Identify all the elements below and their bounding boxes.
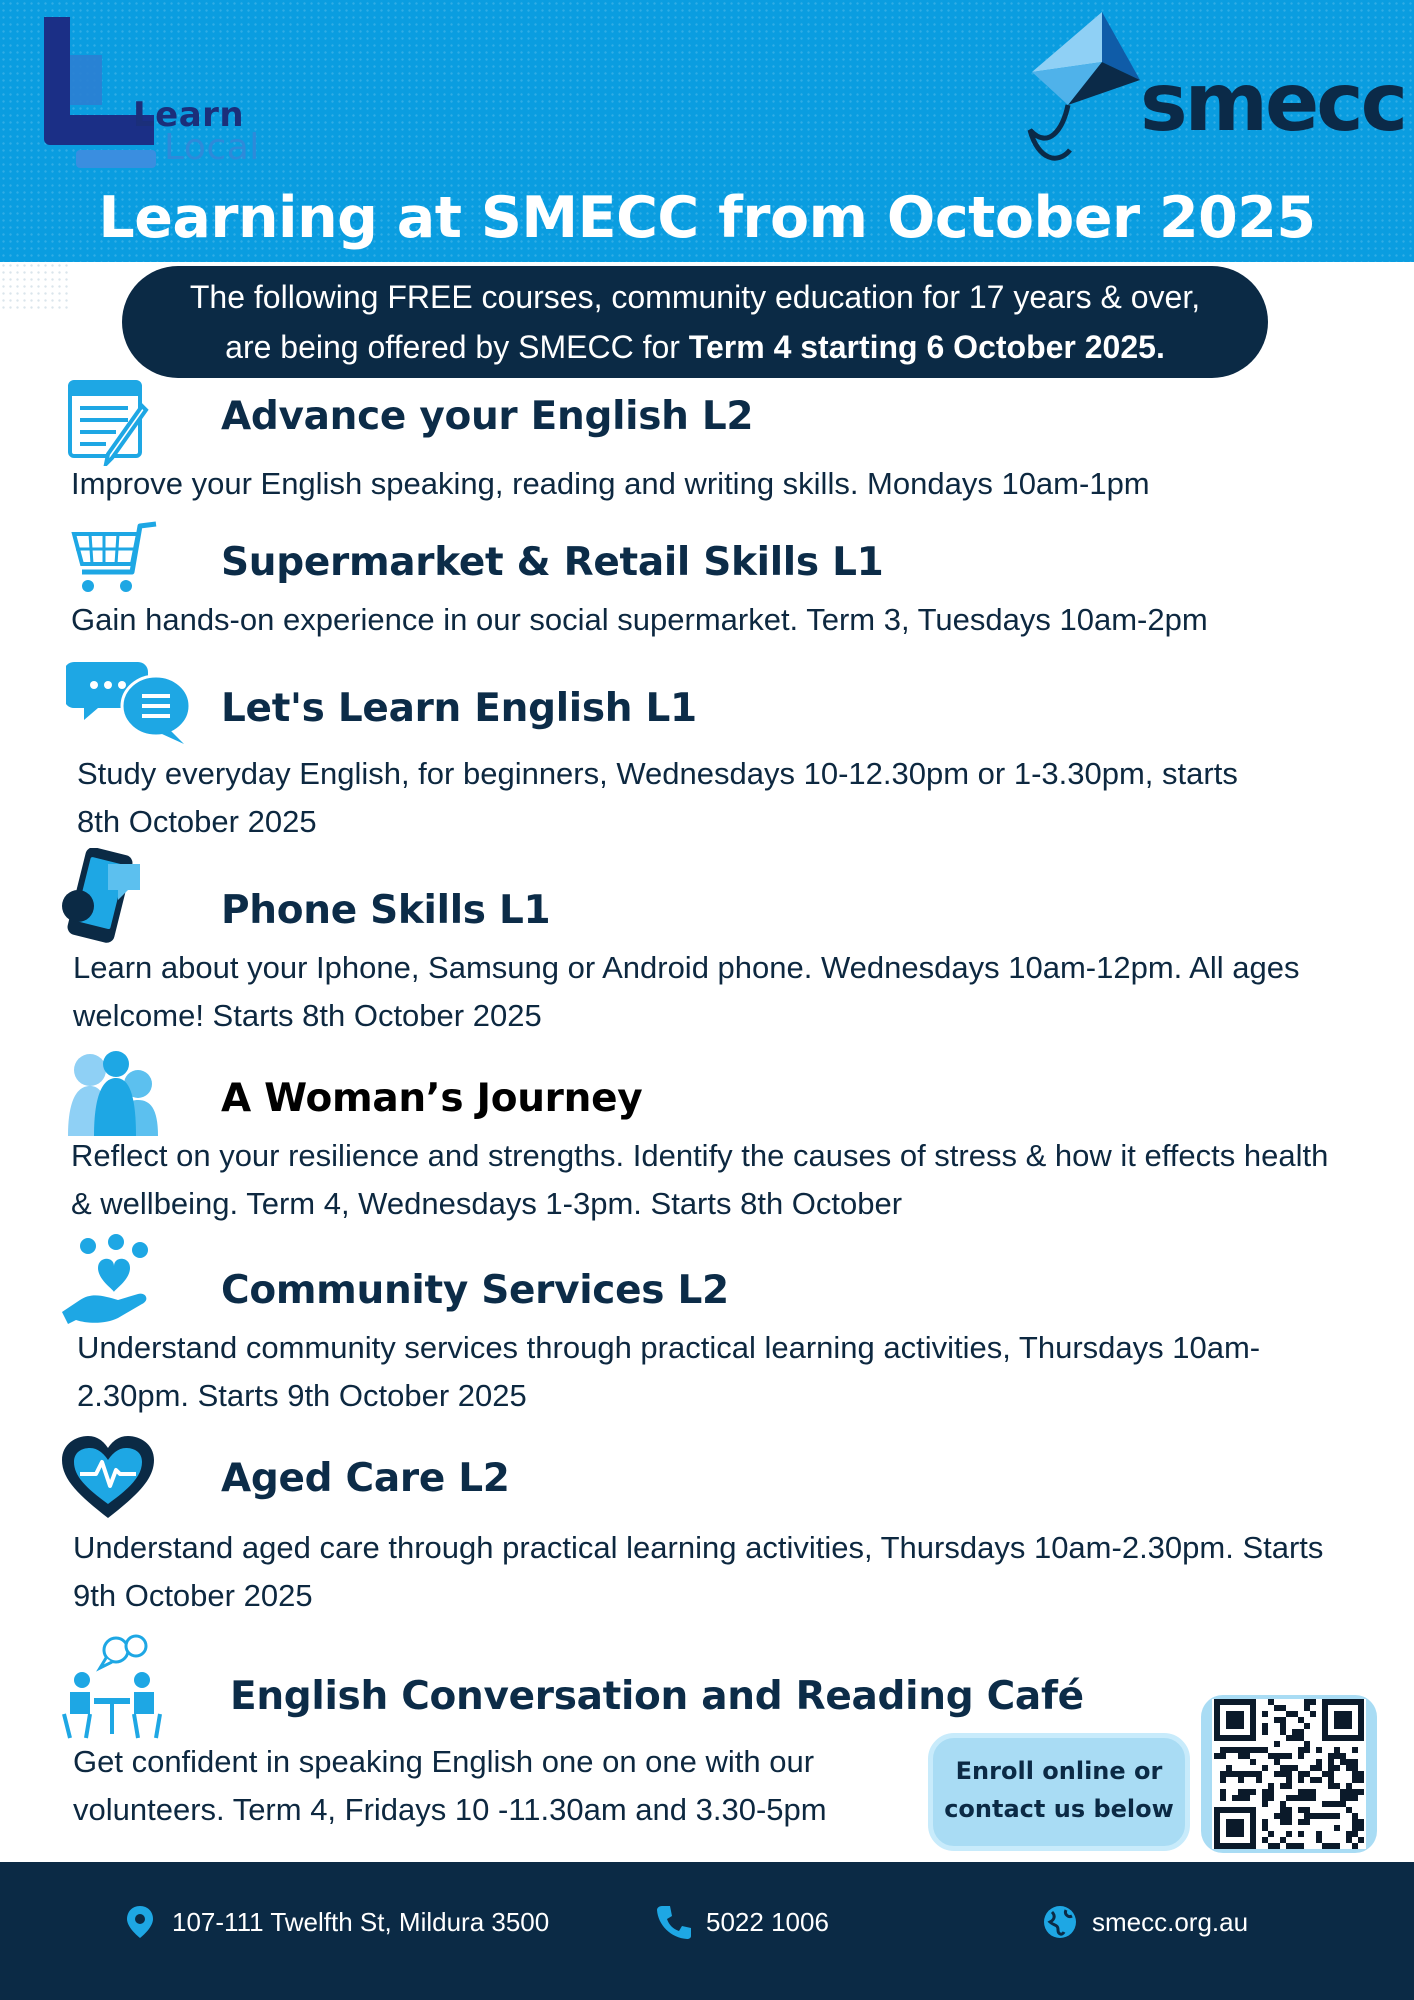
intro-term-highlight: Term 4 starting 6 October 2025. bbox=[688, 329, 1165, 365]
course-title: Advance your English L2 bbox=[221, 394, 754, 439]
community-care-hand-icon bbox=[58, 1234, 158, 1331]
intro-banner bbox=[122, 266, 1268, 378]
course-title: Community Services L2 bbox=[221, 1268, 729, 1313]
chat-bubbles-icon bbox=[66, 658, 192, 751]
footer-phone[interactable] bbox=[656, 1902, 829, 1942]
enroll-callout[interactable] bbox=[928, 1733, 1190, 1851]
phone-icon bbox=[656, 1904, 692, 1940]
course-description: Get confident in speaking English one on one with our volunteers. Term 4, Fridays 10 -11.30am and 3.30-5pm bbox=[73, 1744, 827, 1827]
smartphone-icon bbox=[60, 848, 146, 949]
qr-code-icon bbox=[1211, 1699, 1367, 1849]
document-pencil-icon bbox=[66, 376, 156, 471]
course-description: Study everyday English, for beginners, Wednesdays 10-12.30pm or 1-3.30pm, starts 8th October 2025 bbox=[77, 756, 1238, 839]
course-description: Learn about your Iphone, Samsung or Android phone. Wednesdays 10am-12pm. All ages welcome! Starts 8th October 2025 bbox=[73, 950, 1300, 1033]
page-title: Learning at SMECC from October 2025 bbox=[98, 185, 1316, 251]
learn-word: Learn bbox=[133, 95, 245, 135]
course-title: Aged Care L2 bbox=[221, 1456, 510, 1501]
footer-contact-bar bbox=[0, 1862, 1414, 2000]
course-description: Reflect on your resilience and strengths. Identify the causes of stress & how it effects health & wellbeing. Term 4, Wednesdays 1-3pm. Starts 8th October bbox=[71, 1138, 1329, 1221]
decorative-dot-pattern bbox=[0, 262, 70, 312]
intro-line-2 bbox=[122, 322, 1268, 372]
globe-icon bbox=[1042, 1904, 1078, 1940]
website-text: smecc.org.au bbox=[1092, 1906, 1249, 1937]
location-pin-icon bbox=[122, 1904, 158, 1940]
course-title: A Woman’s Journey bbox=[221, 1076, 643, 1121]
footer-website[interactable] bbox=[1042, 1902, 1248, 1942]
address-text: 107-111 Twelfth St, Mildura 3500 bbox=[172, 1906, 550, 1937]
enroll-line-2: contact us below bbox=[944, 1795, 1174, 1823]
qr-code[interactable] bbox=[1201, 1695, 1377, 1853]
course-description: Improve your English speaking, reading and writing skills. Mondays 10am-1pm bbox=[71, 466, 1150, 501]
course-description: Gain hands-on experience in our social supermarket. Term 3, Tuesdays 10am-2pm bbox=[71, 602, 1208, 637]
smecc-logo bbox=[1018, 10, 1406, 170]
course-title: Let's Learn English L1 bbox=[221, 686, 697, 731]
course-description: Understand community services through practical learning activities, Thursdays 10am-2.30pm. Starts 9th October 2025 bbox=[77, 1330, 1261, 1413]
intro-line-1: The following FREE courses, community education for 17 years & over, bbox=[189, 279, 1201, 315]
shopping-cart-icon bbox=[70, 520, 160, 605]
women-group-icon bbox=[64, 1048, 160, 1141]
heartbeat-icon bbox=[60, 1434, 156, 1527]
phone-text: 5022 1006 bbox=[706, 1906, 829, 1937]
learn-local-logo bbox=[40, 15, 280, 175]
conversation-people-icon bbox=[60, 1634, 164, 1745]
course-title: English Conversation and Reading Café bbox=[230, 1674, 1084, 1719]
course-title: Supermarket & Retail Skills L1 bbox=[221, 540, 884, 585]
course-description: Understand aged care through practical learning activities, Thursdays 10am-2.30pm. Starts 9th October 2025 bbox=[73, 1530, 1324, 1613]
enroll-line-1: Enroll online or bbox=[955, 1757, 1163, 1785]
intro-line-2-text: are being offered by SMECC for bbox=[225, 329, 689, 365]
footer-address[interactable] bbox=[122, 1902, 549, 1942]
local-word: Local bbox=[164, 127, 260, 168]
course-title: Phone Skills L1 bbox=[221, 888, 551, 933]
smecc-wordmark: smecc bbox=[1140, 56, 1406, 149]
